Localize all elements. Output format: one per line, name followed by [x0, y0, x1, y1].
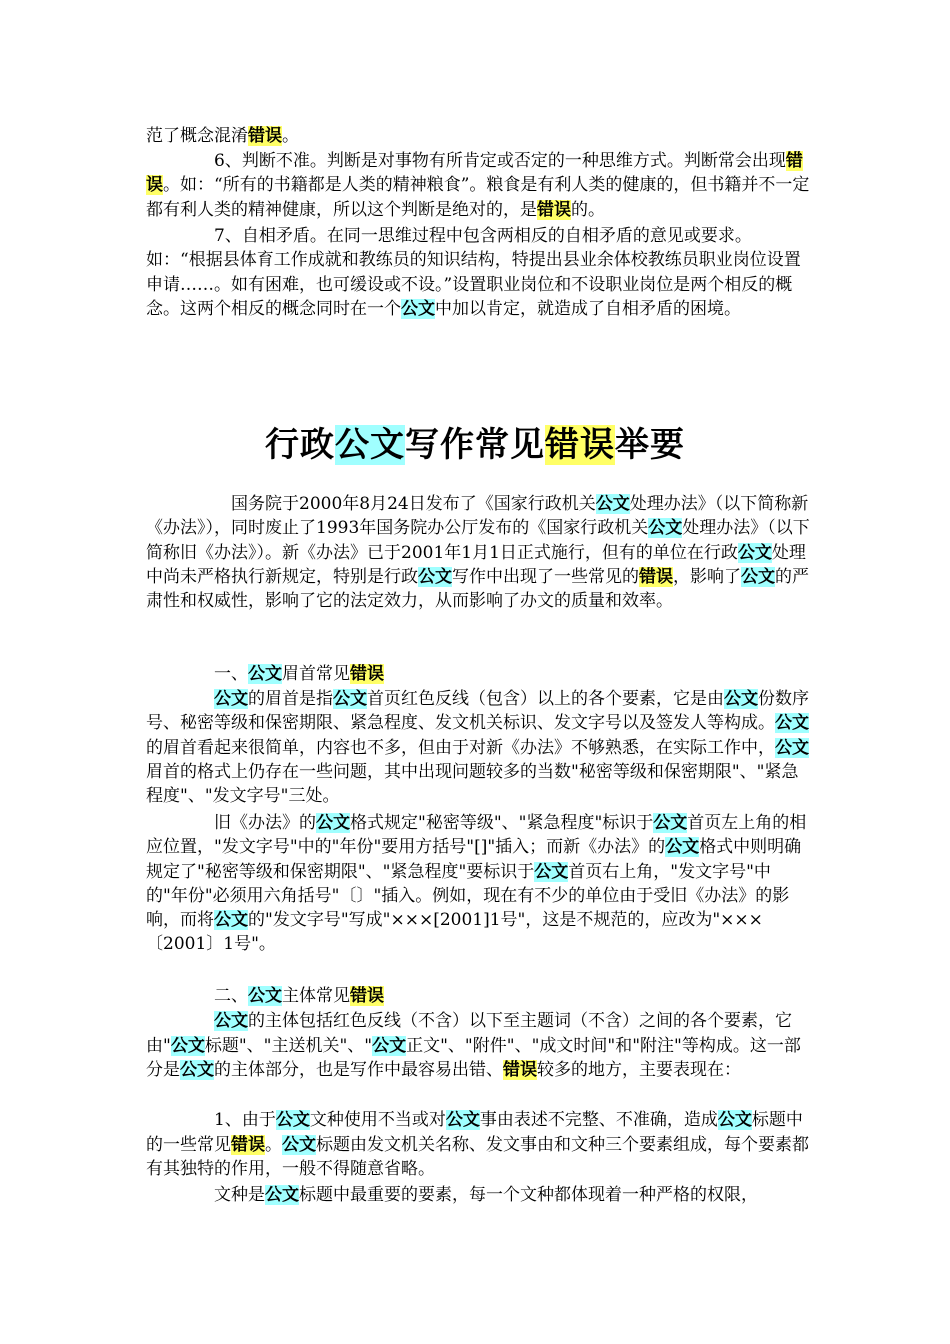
text-run: 眉首的格式上仍存在一些问题，其中出现问题较多的当数"秘密等级和保密期限"、"紧急程度"、"发文字号"三处。: [146, 761, 799, 807]
text-run: 文种是: [214, 1185, 265, 1205]
search-highlight-doc: 公文: [275, 1110, 310, 1130]
text-run: 正文"、"附件"、"成文时间"和"附注"等构成。这一部分是: [146, 1035, 801, 1081]
search-highlight-doc: 公文: [265, 1185, 299, 1205]
search-highlight-doc: 公文: [170, 1035, 205, 1056]
search-highlight-error: 错误: [248, 126, 282, 146]
search-highlight-doc: 公文: [335, 425, 405, 465]
search-highlight-doc: 公文: [445, 1110, 480, 1130]
search-highlight-error: 错误: [545, 425, 615, 465]
text-run: 眉首常见: [282, 664, 350, 684]
title-run: 举要: [615, 425, 685, 465]
search-highlight-doc: 公文: [248, 986, 282, 1006]
text-run: 一、: [214, 664, 248, 684]
search-highlight-doc: 公文: [214, 689, 248, 709]
title-run: 行政: [265, 425, 335, 465]
paragraph-continuation: [146, 124, 810, 148]
paragraph-doc-type: [146, 1183, 810, 1208]
text-run: 。如：“所有的书籍都是人类的精神粮食”。粮食是有利人类的健康的，但书籍并不一定都有利人类的精神健康，所以这个判断是绝对的，是: [146, 175, 810, 220]
text-run: 标题由发文机关名称、发文事由和文种三个要素组成，每个要素都有其独特的作用，一般不得随意省略。: [146, 1134, 809, 1180]
text-run: 国务院于2000年8月24日发布了《国家行政机关: [231, 494, 596, 514]
text-run: 1、由于: [214, 1110, 276, 1130]
paragraph-body: [146, 1009, 810, 1083]
search-highlight-doc: 公文: [180, 1060, 214, 1081]
text-run: 标题中的一些常见: [146, 1110, 803, 1155]
paragraph-masthead: [146, 687, 810, 808]
text-run: 主体常见: [282, 986, 350, 1006]
search-highlight-doc: 公文: [653, 813, 688, 833]
search-highlight-doc: 公文: [741, 566, 775, 587]
text-run: 的主体包括红色反线（不含）以下至主题词（不含）之间的各个要素，它由": [146, 1011, 792, 1056]
search-highlight-doc: 公文: [401, 298, 435, 319]
article-title: [0, 423, 950, 467]
text-run: 6、判断不准。判断是对事物有所肯定或否定的一种思维方式。判断常会出现: [214, 151, 786, 171]
text-run: ，影响了: [673, 566, 741, 587]
text-run: 的主体部分，也是写作中最容易出错、: [214, 1060, 503, 1081]
search-highlight-doc: 公文: [248, 664, 282, 684]
text-run: 格式中则明确规定了"秘密等级和保密期限"、"紧急程度"要标识于: [146, 837, 802, 882]
section-heading-body: [146, 984, 810, 1009]
text-run: 事由表述不完整、不准确，造成: [479, 1110, 718, 1130]
search-highlight-doc: 公文: [737, 542, 772, 563]
search-highlight-error: 错误: [350, 986, 384, 1006]
text-run: 首页红色反线（包含）以上的各个要素，它是由: [367, 689, 724, 709]
paragraph-contradiction: [146, 224, 810, 321]
text-run: 处理中尚未严格执行新规定，特别是行政: [146, 542, 806, 587]
text-run: 处理办法》（以下简称旧《办法》）。新《办法》已于2001年1月1日正式施行，但有的单位在行政: [146, 518, 810, 563]
text-run: 较多的地方，主要表现在：: [537, 1060, 741, 1081]
text-run: 的。: [571, 199, 605, 220]
text-run: 格式规定"秘密等级"、"紧急程度"标识于: [350, 813, 654, 833]
search-highlight-error: 错误: [350, 664, 384, 684]
text-run: 处理办法》（以下简称新《办法》），同时废止了1993年国务院办公厅发布的《国家行政机关: [146, 494, 809, 539]
search-highlight-doc: 公文: [282, 1134, 316, 1155]
search-highlight-doc: 公文: [214, 1011, 248, 1031]
search-highlight-error: 错误: [146, 151, 803, 196]
text-run: 标题中最重要的要素，每一个文种都体现着一种严格的权限，: [299, 1185, 758, 1205]
search-highlight-doc: 公文: [717, 1110, 752, 1130]
search-highlight-doc: 公文: [372, 1035, 407, 1056]
search-highlight-doc: 公文: [316, 813, 350, 833]
text-run: 旧《办法》的: [214, 813, 316, 833]
text-run: 的严肃性和权威性，影响了它的法定效力，从而影响了办文的质量和效率。: [146, 566, 809, 612]
text-run: 二、: [214, 986, 248, 1006]
search-highlight-error: 错误: [537, 199, 571, 220]
text-run: 标题"、"主送机关"、": [204, 1035, 373, 1056]
text-run: 首页左上角的相应位置，"发文字号"中的"年份"要用方括号"[]"插入；而新《办法》的: [146, 813, 807, 858]
text-run: 首页右上角，"发文字号"中的"年份"必须用六角括号"〔〕"插入。例如，现在有不少的单位由于受旧《办法》的影响，而将: [146, 861, 790, 931]
search-highlight-doc: 公文: [648, 518, 683, 539]
paragraph-judgment: [146, 149, 810, 222]
text-run: 7、自相矛盾。在同一思维过程中包含两相反的自相矛盾的意见或要求。如：“根据县体育工作成就和教练员的知识结构，特提出县业余体校教练员职业岗位设置申请……。如有困难，也可缓设或不设。”设置职业岗位和不设职业岗位是两个相反的概念。这两个相反的概念同时在一个: [146, 226, 801, 319]
title-run: 写作常见: [405, 425, 545, 465]
search-highlight-doc: 公文: [595, 494, 630, 514]
search-highlight-doc: 公文: [333, 689, 367, 709]
search-highlight-doc: 公文: [775, 713, 809, 734]
search-highlight-error: 错误: [503, 1060, 537, 1081]
search-highlight-error: 错误: [639, 566, 673, 587]
search-highlight-doc: 公文: [724, 689, 758, 709]
text-run: 。: [265, 1134, 282, 1155]
text-run: 文种使用不当或对: [309, 1110, 446, 1130]
text-run: 范了概念混淆: [146, 126, 248, 146]
text-run: 写作中出现了一些常见的: [452, 566, 639, 587]
text-run: 。: [282, 126, 299, 146]
search-highlight-doc: 公文: [214, 910, 248, 931]
text-run: 的眉首看起来很简单，内容也不多，但由于对新《办法》不够熟悉，在实际工作中，: [146, 737, 775, 758]
text-run: 的"发文字号"写成"×××[2001]1号"，这是不规范的，应改为"×××〔2001〕1号"。: [146, 910, 763, 955]
paragraph-title-errors: [146, 1108, 810, 1182]
text-run: 份数序号、秘密等级和保密期限、紧急程度、发文机关标识、发文字号以及签发人等构成。: [146, 689, 809, 734]
text-run: 的眉首是指: [248, 689, 333, 709]
search-highlight-doc: 公文: [775, 737, 809, 758]
paragraph-old-rules: [146, 811, 810, 957]
section-heading-masthead: [146, 662, 810, 686]
search-highlight-error: 错误: [231, 1134, 265, 1155]
search-highlight-doc: 公文: [534, 861, 569, 882]
search-highlight-doc: 公文: [665, 837, 700, 858]
paragraph-intro: [146, 492, 810, 613]
text-run: 中加以肯定，就造成了自相矛盾的困境。: [435, 298, 741, 319]
search-highlight-doc: 公文: [418, 566, 452, 587]
